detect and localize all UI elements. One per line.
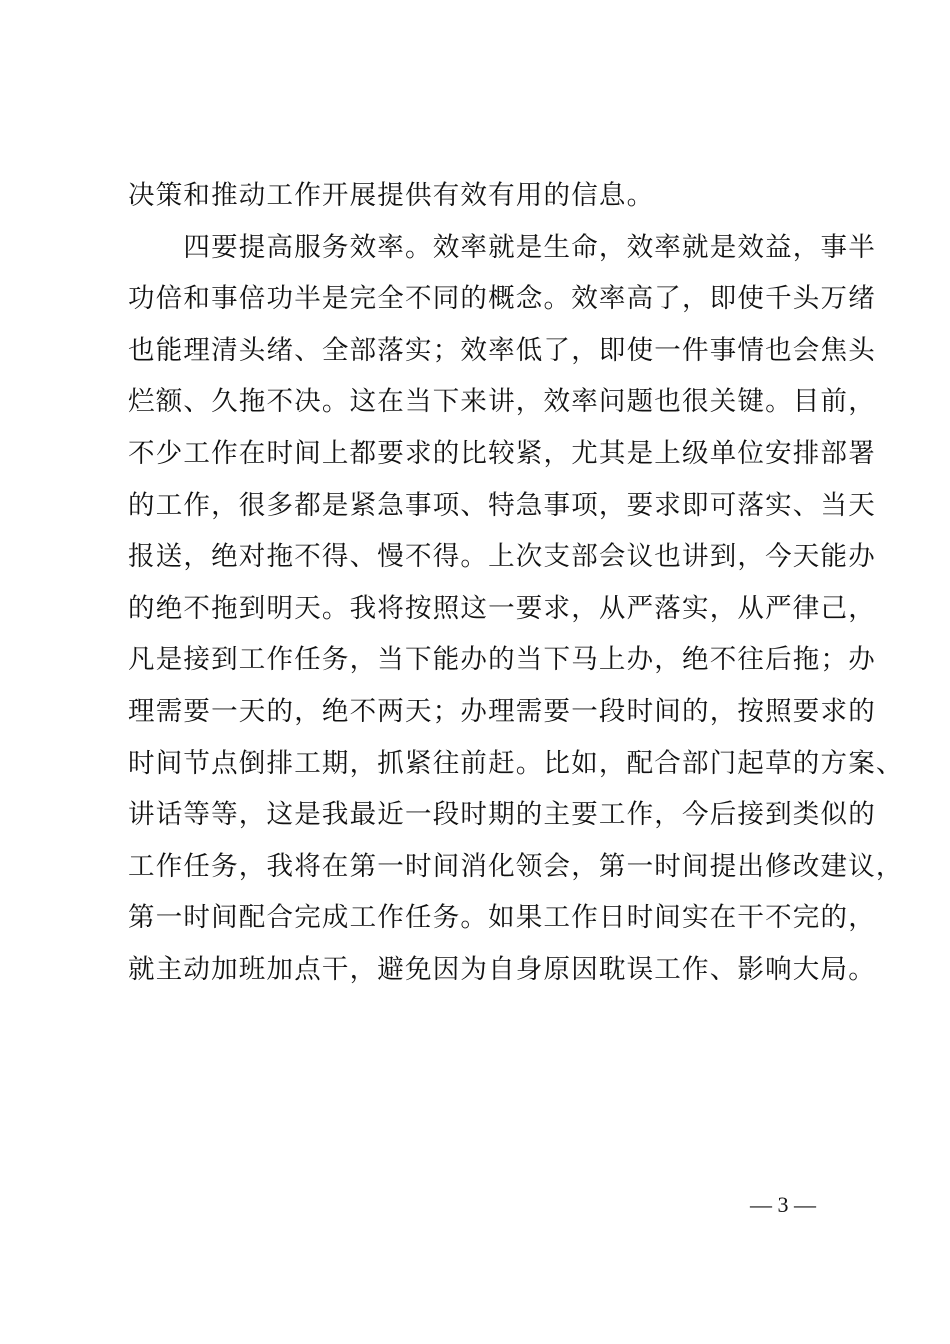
text-line: 第一时间配合完成工作任务。如果工作日时间实在干不完的，: [128, 902, 876, 934]
text-line: 四要提高服务效率。效率就是生命，效率就是效益，事半: [128, 231, 876, 263]
text-line: 功倍和事倍功半是完全不同的概念。效率高了，即使千头万绪: [128, 283, 876, 315]
text-line: 讲话等等，这是我最近一段时期的主要工作，今后接到类似的: [128, 799, 876, 831]
text-line: 不少工作在时间上都要求的比较紧，尤其是上级单位安排部署: [128, 437, 876, 469]
text-line: 的工作，很多都是紧急事项、特急事项，要求即可落实、当天: [128, 489, 876, 521]
text-line: 工作任务，我将在第一时间消化领会，第一时间提出修改建议，: [128, 850, 904, 882]
text-line: 报送，绝对拖不得、慢不得。上次支部会议也讲到，今天能办: [128, 541, 876, 573]
text-line: 的绝不拖到明天。我将按照这一要求，从严落实，从严律己，: [128, 592, 876, 624]
body-text: [128, 170, 904, 996]
page-number: — 3 —: [750, 1192, 816, 1217]
text-line: 也能理清头绪、全部落实；效率低了，即使一件事情也会焦头: [128, 334, 876, 366]
text-line: 决策和推动工作开展提供有效有用的信息。: [128, 180, 655, 211]
text-line: 时间节点倒排工期，抓紧往前赶。比如，配合部门起草的方案、: [128, 747, 904, 779]
text-line: 烂额、久拖不决。这在当下来讲，效率问题也很关键。目前，: [128, 386, 876, 418]
text-line: 理需要一天的，绝不两天；办理需要一段时间的，按照要求的: [128, 695, 876, 727]
text-line: 凡是接到工作任务，当下能办的当下马上办，绝不往后拖；办: [128, 644, 876, 676]
text-line: 就主动加班加点干，避免因为自身原因耽误工作、影响大局。: [128, 953, 876, 985]
